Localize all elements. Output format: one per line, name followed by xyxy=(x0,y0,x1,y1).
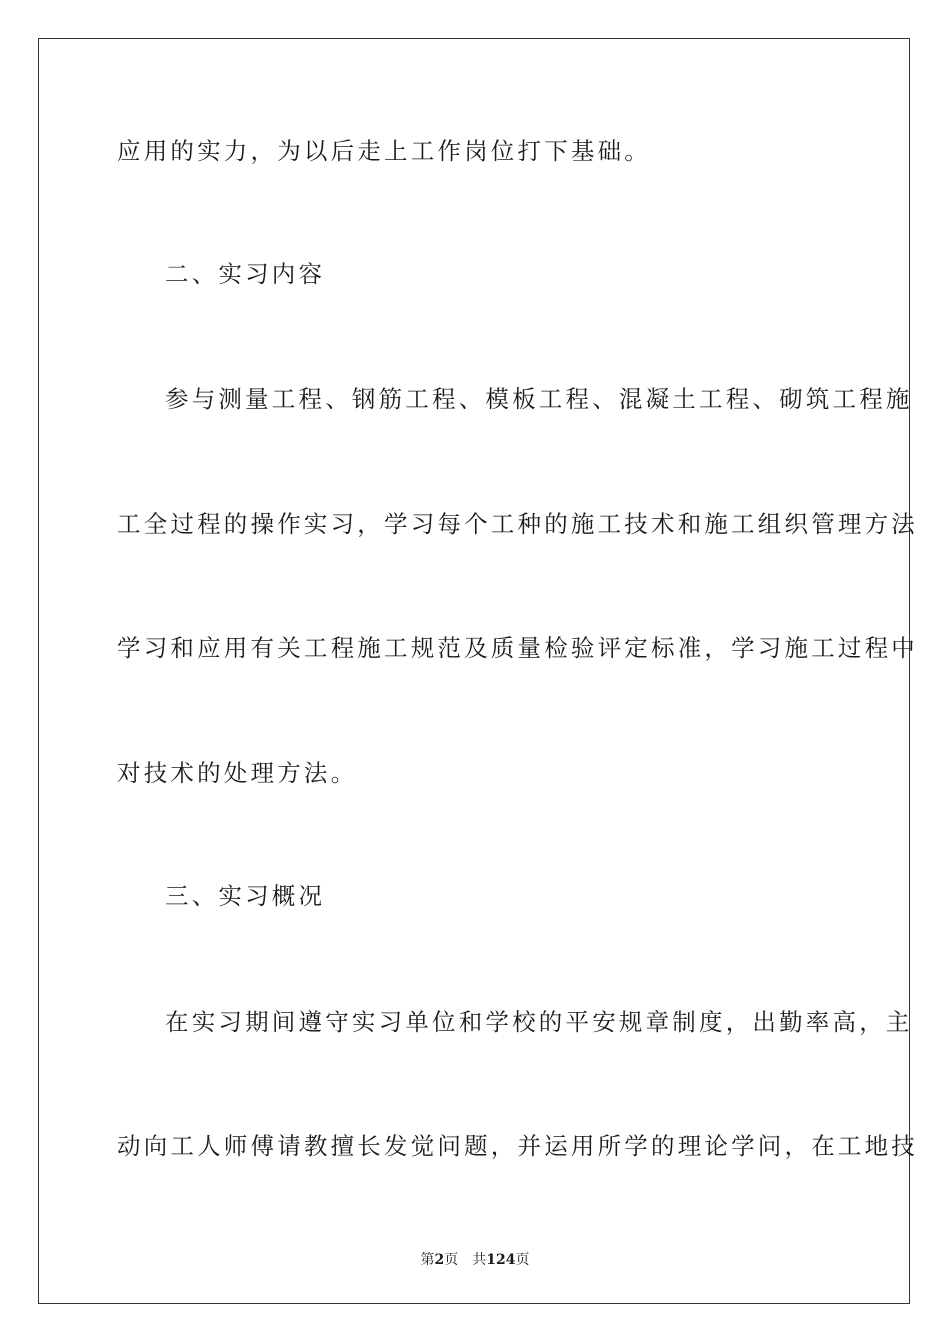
page-suffix: 页 xyxy=(444,1252,459,1268)
body-text-line: 应用的实力，为以后走上工作岗位打下基础。 xyxy=(117,137,651,165)
total-prefix: 共 xyxy=(472,1252,487,1268)
section-heading: 三、实习概况 xyxy=(165,882,326,910)
page-number: 2 xyxy=(434,1252,445,1268)
body-text-line: 参与测量工程、钢筋工程、模板工程、混凝土工程、砌筑工程施 xyxy=(165,385,913,413)
body-text-line: 工全过程的操作实习，学习每个工种的施工技术和施工组织管理方法 xyxy=(117,510,918,538)
body-text-line: 在实习期间遵守实习单位和学校的平安规章制度，出勤率高，主 xyxy=(165,1008,913,1036)
body-text-line: 动向工人师傅请教擅长发觉问题，并运用所学的理论学问，在工地技 xyxy=(117,1132,918,1160)
total-suffix: 页 xyxy=(515,1252,530,1268)
body-text-line: 学习和应用有关工程施工规范及质量检验评定标准，学习施工过程中 xyxy=(117,634,918,662)
page-footer xyxy=(0,1249,950,1269)
total-pages: 124 xyxy=(486,1252,516,1268)
body-text-line: 对技术的处理方法。 xyxy=(117,759,358,787)
section-heading: 二、实习内容 xyxy=(165,260,326,288)
page-prefix: 第 xyxy=(420,1252,435,1268)
page-border xyxy=(38,38,918,1304)
